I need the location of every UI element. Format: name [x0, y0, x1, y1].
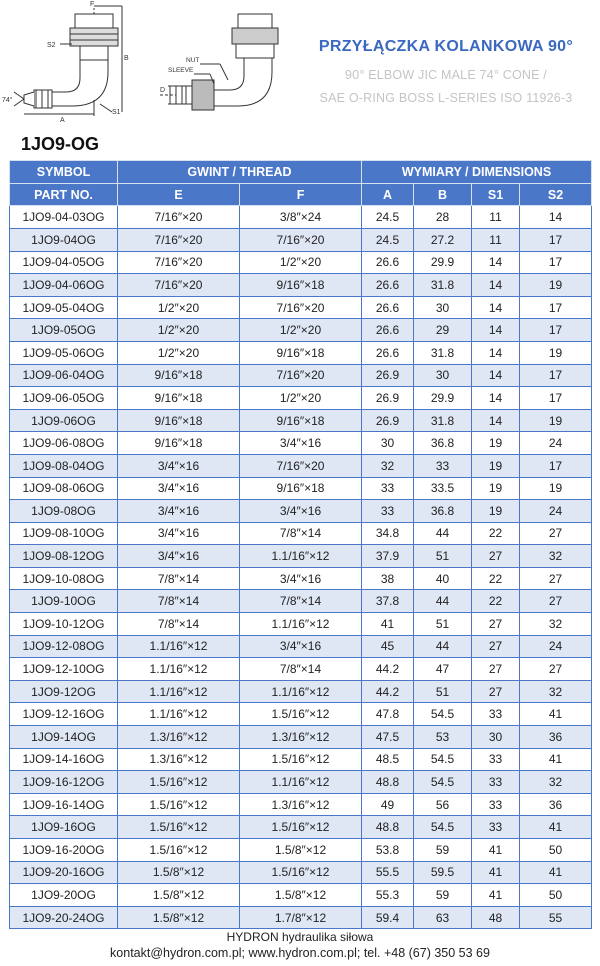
cell-thread-e: 9/16″×18 [118, 409, 240, 432]
cell-thread-f: 9/16″×18 [240, 477, 362, 500]
cell-thread-f: 7/8″×14 [240, 522, 362, 545]
cell-thread-f: 1.1/16″×12 [240, 545, 362, 568]
table-body [10, 206, 592, 929]
table-row [10, 816, 592, 839]
cell-part-no: 1JO9-16OG [10, 816, 118, 839]
table-row [10, 658, 592, 681]
cell-dim-b: 59 [414, 884, 472, 907]
cell-part-no: 1JO9-16-12OG [10, 771, 118, 794]
cell-thread-e: 1.1/16″×12 [118, 703, 240, 726]
cell-dim-a: 26.9 [362, 387, 414, 410]
cell-dim-b: 54.5 [414, 816, 472, 839]
cell-dim-s2: 27 [520, 590, 592, 613]
cell-part-no: 1JO9-06-04OG [10, 364, 118, 387]
elbow-drawing-right [160, 14, 278, 110]
cell-part-no: 1JO9-08-12OG [10, 545, 118, 568]
cell-dim-s1: 19 [472, 432, 520, 455]
cell-dim-s1: 33 [472, 816, 520, 839]
table-header-row-1 [10, 161, 592, 184]
elbow-drawing-left [14, 6, 122, 116]
cell-thread-e: 9/16″×18 [118, 364, 240, 387]
cell-thread-f: 1.5/16″×12 [240, 748, 362, 771]
cell-thread-f: 3/8″×24 [240, 206, 362, 229]
table-row [10, 793, 592, 816]
cell-part-no: 1JO9-06-08OG [10, 432, 118, 455]
header-s1: S1 [472, 183, 520, 206]
table-row [10, 341, 592, 364]
header-s2: S2 [520, 183, 592, 206]
cell-dim-s1: 41 [472, 861, 520, 884]
header [300, 38, 592, 105]
cell-dim-b: 59.5 [414, 861, 472, 884]
cell-dim-s2: 17 [520, 296, 592, 319]
cell-dim-s2: 36 [520, 726, 592, 749]
cell-dim-b: 51 [414, 680, 472, 703]
cell-part-no: 1JO9-12-16OG [10, 703, 118, 726]
subtitle-line-1: 90° ELBOW JIC MALE 74° CONE / [345, 68, 547, 82]
cell-part-no: 1JO9-16-14OG [10, 793, 118, 816]
cell-dim-s2: 19 [520, 409, 592, 432]
table-row [10, 839, 592, 862]
cell-thread-f: 1.5/8″×12 [240, 884, 362, 907]
cell-dim-a: 34.8 [362, 522, 414, 545]
cell-dim-s2: 17 [520, 387, 592, 410]
cell-dim-a: 38 [362, 567, 414, 590]
cell-dim-s2: 27 [520, 567, 592, 590]
cell-thread-f: 9/16″×18 [240, 341, 362, 364]
cell-dim-s1: 14 [472, 409, 520, 432]
cell-dim-s1: 27 [472, 658, 520, 681]
table-row [10, 590, 592, 613]
cell-thread-e: 1.5/8″×12 [118, 884, 240, 907]
cell-thread-f: 7/8″×14 [240, 590, 362, 613]
label-nut: NUT [186, 57, 200, 64]
cell-dim-s2: 32 [520, 545, 592, 568]
cell-dim-b: 40 [414, 567, 472, 590]
cell-dim-a: 32 [362, 454, 414, 477]
cell-part-no: 1JO9-08-10OG [10, 522, 118, 545]
cell-part-no: 1JO9-06OG [10, 409, 118, 432]
cell-dim-s1: 30 [472, 726, 520, 749]
cell-dim-s2: 17 [520, 251, 592, 274]
fitting-drawings [0, 0, 300, 130]
cell-dim-b: 53 [414, 726, 472, 749]
cell-dim-s2: 41 [520, 703, 592, 726]
cell-thread-e: 3/4″×16 [118, 545, 240, 568]
table-row [10, 477, 592, 500]
cell-dim-b: 29.9 [414, 251, 472, 274]
cell-dim-b: 30 [414, 364, 472, 387]
cell-dim-a: 26.6 [362, 296, 414, 319]
cell-dim-s1: 41 [472, 839, 520, 862]
cell-thread-f: 9/16″×18 [240, 274, 362, 297]
cell-dim-s1: 19 [472, 454, 520, 477]
cell-thread-e: 1.3/16″×12 [118, 726, 240, 749]
header-thread: GWINT / THREAD [118, 161, 362, 184]
cell-thread-e: 3/4″×16 [118, 500, 240, 523]
cell-dim-s2: 17 [520, 364, 592, 387]
cell-part-no: 1JO9-04-05OG [10, 251, 118, 274]
cell-thread-f: 1.5/16″×12 [240, 816, 362, 839]
cell-thread-e: 3/4″×16 [118, 522, 240, 545]
cell-dim-a: 26.6 [362, 251, 414, 274]
cell-dim-s1: 11 [472, 206, 520, 229]
cell-part-no: 1JO9-05OG [10, 319, 118, 342]
cell-dim-s2: 19 [520, 341, 592, 364]
cell-dim-a: 30 [362, 432, 414, 455]
table-row [10, 567, 592, 590]
cell-dim-b: 31.8 [414, 409, 472, 432]
cell-part-no: 1JO9-16-20OG [10, 839, 118, 862]
cell-thread-e: 1.5/16″×12 [118, 793, 240, 816]
cell-dim-b: 36.8 [414, 432, 472, 455]
cell-dim-a: 48.8 [362, 816, 414, 839]
cell-dim-s1: 33 [472, 748, 520, 771]
cell-dim-b: 63 [414, 906, 472, 929]
cell-dim-a: 47.8 [362, 703, 414, 726]
cell-dim-s1: 14 [472, 341, 520, 364]
cell-thread-e: 1.1/16″×12 [118, 680, 240, 703]
cell-thread-f: 1.1/16″×12 [240, 613, 362, 636]
cell-thread-f: 7/16″×20 [240, 296, 362, 319]
cell-dim-s1: 14 [472, 251, 520, 274]
cell-dim-b: 27.2 [414, 228, 472, 251]
cell-dim-a: 26.6 [362, 341, 414, 364]
cell-dim-b: 29.9 [414, 387, 472, 410]
table-row [10, 861, 592, 884]
table-row [10, 906, 592, 929]
cell-part-no: 1JO9-20-24OG [10, 906, 118, 929]
cell-thread-e: 1/2″×20 [118, 296, 240, 319]
cell-thread-f: 3/4″×16 [240, 500, 362, 523]
cell-dim-s1: 33 [472, 771, 520, 794]
label-s2: S2 [47, 42, 56, 49]
cell-thread-e: 7/8″×14 [118, 590, 240, 613]
table-row [10, 680, 592, 703]
cell-dim-a: 41 [362, 613, 414, 636]
cell-thread-e: 7/16″×20 [118, 274, 240, 297]
cell-thread-e: 7/16″×20 [118, 251, 240, 274]
cell-dim-a: 33 [362, 477, 414, 500]
table-row [10, 364, 592, 387]
cell-dim-a: 26.6 [362, 274, 414, 297]
cell-part-no: 1JO9-05-06OG [10, 341, 118, 364]
cell-thread-f: 1.1/16″×12 [240, 771, 362, 794]
cell-dim-b: 36.8 [414, 500, 472, 523]
cell-part-no: 1JO9-10OG [10, 590, 118, 613]
cell-thread-e: 1.1/16″×12 [118, 635, 240, 658]
cell-part-no: 1JO9-12-08OG [10, 635, 118, 658]
cell-dim-s1: 14 [472, 274, 520, 297]
subtitle-line-2: SAE O-RING BOSS L-SERIES ISO 11926-3 [319, 91, 573, 105]
header-part-no: PART NO. [10, 183, 118, 206]
cell-thread-e: 1.5/16″×12 [118, 839, 240, 862]
cell-part-no: 1JO9-14-16OG [10, 748, 118, 771]
cell-dim-b: 54.5 [414, 771, 472, 794]
cell-dim-s2: 19 [520, 274, 592, 297]
cell-dim-a: 55.3 [362, 884, 414, 907]
table-row [10, 319, 592, 342]
table-row [10, 500, 592, 523]
cell-thread-e: 1/2″×20 [118, 319, 240, 342]
cell-thread-f: 7/16″×20 [240, 454, 362, 477]
cell-dim-b: 47 [414, 658, 472, 681]
cell-thread-e: 7/8″×14 [118, 613, 240, 636]
cell-part-no: 1JO9-04-03OG [10, 206, 118, 229]
cell-dim-s2: 24 [520, 500, 592, 523]
header-e: E [118, 183, 240, 206]
cell-dim-s2: 19 [520, 477, 592, 500]
table-row [10, 545, 592, 568]
cell-thread-f: 1.5/8″×12 [240, 839, 362, 862]
cell-thread-e: 1.5/16″×12 [118, 771, 240, 794]
cell-part-no: 1JO9-08-06OG [10, 477, 118, 500]
cell-thread-f: 1.5/16″×12 [240, 861, 362, 884]
cell-dim-s2: 24 [520, 432, 592, 455]
cell-dim-s1: 22 [472, 590, 520, 613]
cell-dim-s1: 11 [472, 228, 520, 251]
cell-dim-s2: 24 [520, 635, 592, 658]
cell-dim-b: 56 [414, 793, 472, 816]
cell-part-no: 1JO9-04OG [10, 228, 118, 251]
header-symbol: SYMBOL [10, 161, 118, 184]
cell-dim-b: 44 [414, 522, 472, 545]
cell-thread-e: 1.1/16″×12 [118, 658, 240, 681]
cell-dim-a: 24.5 [362, 228, 414, 251]
cell-dim-b: 51 [414, 613, 472, 636]
cell-part-no: 1JO9-12-10OG [10, 658, 118, 681]
cell-dim-s1: 27 [472, 680, 520, 703]
table-row [10, 748, 592, 771]
table-row [10, 409, 592, 432]
cell-thread-e: 9/16″×18 [118, 387, 240, 410]
cell-dim-s1: 14 [472, 319, 520, 342]
label-d: D [160, 87, 166, 94]
cell-dim-a: 49 [362, 793, 414, 816]
cell-dim-s1: 27 [472, 635, 520, 658]
cell-dim-s1: 14 [472, 296, 520, 319]
cell-dim-s2: 17 [520, 319, 592, 342]
cell-thread-f: 1/2″×20 [240, 319, 362, 342]
cell-dim-s2: 32 [520, 613, 592, 636]
cell-dim-a: 48.8 [362, 771, 414, 794]
footer-contact: kontakt@hydron.com.pl; www.hydron.com.pl; tel. +48 (67) 350 53 69 [110, 946, 490, 960]
cell-thread-f: 1.3/16″×12 [240, 793, 362, 816]
cell-part-no: 1JO9-08OG [10, 500, 118, 523]
cell-dim-a: 26.9 [362, 364, 414, 387]
cell-dim-s2: 17 [520, 454, 592, 477]
cell-dim-a: 59.4 [362, 906, 414, 929]
cell-dim-a: 26.6 [362, 319, 414, 342]
table-row [10, 884, 592, 907]
table-row [10, 432, 592, 455]
cell-thread-e: 1.5/16″×12 [118, 816, 240, 839]
cell-dim-s1: 48 [472, 906, 520, 929]
cell-dim-b: 59 [414, 839, 472, 862]
cell-thread-f: 3/4″×16 [240, 567, 362, 590]
cell-dim-s2: 17 [520, 228, 592, 251]
table-row [10, 387, 592, 410]
cell-dim-a: 44.2 [362, 658, 414, 681]
cell-dim-s1: 19 [472, 500, 520, 523]
cell-dim-a: 37.9 [362, 545, 414, 568]
table-row [10, 635, 592, 658]
cell-dim-s2: 41 [520, 816, 592, 839]
label-sleeve: SLEEVE [168, 67, 194, 74]
cell-dim-a: 48.5 [362, 748, 414, 771]
cell-thread-f: 3/4″×16 [240, 432, 362, 455]
cell-dim-a: 37.8 [362, 590, 414, 613]
cell-dim-a: 45 [362, 635, 414, 658]
cell-dim-s1: 27 [472, 613, 520, 636]
cell-dim-s2: 41 [520, 861, 592, 884]
cell-dim-b: 44 [414, 635, 472, 658]
cell-part-no: 1JO9-20-16OG [10, 861, 118, 884]
cell-dim-s2: 55 [520, 906, 592, 929]
cell-dim-s2: 32 [520, 680, 592, 703]
cell-dim-s2: 50 [520, 839, 592, 862]
label-b: B [124, 55, 129, 62]
cell-part-no: 1JO9-10-12OG [10, 613, 118, 636]
table-row [10, 726, 592, 749]
label-angle: 74° [2, 97, 13, 104]
cell-part-no: 1JO9-06-05OG [10, 387, 118, 410]
cell-thread-f: 7/16″×20 [240, 228, 362, 251]
cell-dim-s1: 33 [472, 793, 520, 816]
table-row [10, 228, 592, 251]
cell-part-no: 1JO9-04-06OG [10, 274, 118, 297]
cell-dim-s1: 27 [472, 545, 520, 568]
cell-part-no: 1JO9-12OG [10, 680, 118, 703]
cell-dim-s1: 14 [472, 364, 520, 387]
cell-thread-f: 1.5/16″×12 [240, 703, 362, 726]
cell-dim-b: 54.5 [414, 748, 472, 771]
cell-thread-e: 3/4″×16 [118, 454, 240, 477]
cell-thread-e: 1/2″×20 [118, 341, 240, 364]
dimensions-table [9, 160, 592, 929]
footer-company: HYDRON hydraulika siłowa [226, 930, 374, 944]
label-f: F [90, 1, 95, 8]
cell-dim-b: 30 [414, 296, 472, 319]
cell-dim-a: 33 [362, 500, 414, 523]
table-row [10, 771, 592, 794]
cell-dim-a: 44.2 [362, 680, 414, 703]
label-s1: S1 [112, 109, 121, 116]
cell-thread-e: 1.5/8″×12 [118, 861, 240, 884]
cell-part-no: 1JO9-20OG [10, 884, 118, 907]
cell-dim-b: 44 [414, 590, 472, 613]
cell-dim-s1: 22 [472, 567, 520, 590]
label-a: A [60, 117, 65, 124]
cell-dim-b: 54.5 [414, 703, 472, 726]
cell-dim-s1: 22 [472, 522, 520, 545]
cell-thread-f: 3/4″×16 [240, 635, 362, 658]
cell-dim-a: 24.5 [362, 206, 414, 229]
table-row [10, 522, 592, 545]
cell-thread-e: 9/16″×18 [118, 432, 240, 455]
cell-thread-f: 1.1/16″×12 [240, 680, 362, 703]
table-row [10, 206, 592, 229]
header-dimensions: WYMIARY / DIMENSIONS [362, 161, 592, 184]
cell-thread-e: 3/4″×16 [118, 477, 240, 500]
cell-dim-s1: 19 [472, 477, 520, 500]
table-header-row-2 [10, 183, 592, 206]
cell-dim-s2: 14 [520, 206, 592, 229]
cell-dim-a: 47.5 [362, 726, 414, 749]
cell-dim-b: 29 [414, 319, 472, 342]
cell-dim-b: 51 [414, 545, 472, 568]
cell-dim-s1: 41 [472, 884, 520, 907]
table-row [10, 296, 592, 319]
page-title: PRZYŁĄCZKA KOLANKOWA 90° [318, 38, 574, 55]
header-f: F [240, 183, 362, 206]
cell-dim-s2: 27 [520, 522, 592, 545]
product-code: 1JO9-OG [21, 134, 100, 154]
cell-dim-b: 33.5 [414, 477, 472, 500]
cell-thread-f: 7/16″×20 [240, 364, 362, 387]
cell-dim-s2: 32 [520, 771, 592, 794]
table-row [10, 454, 592, 477]
header-b: B [414, 183, 472, 206]
cell-dim-s2: 27 [520, 658, 592, 681]
cell-thread-f: 1/2″×20 [240, 387, 362, 410]
cell-thread-f: 1.7/8″×12 [240, 906, 362, 929]
cell-thread-e: 1.5/8″×12 [118, 906, 240, 929]
cell-part-no: 1JO9-08-04OG [10, 454, 118, 477]
cell-thread-f: 1/2″×20 [240, 251, 362, 274]
cell-part-no: 1JO9-10-08OG [10, 567, 118, 590]
cell-thread-e: 7/16″×20 [118, 206, 240, 229]
cell-part-no: 1JO9-14OG [10, 726, 118, 749]
cell-dim-s2: 36 [520, 793, 592, 816]
cell-dim-s1: 14 [472, 387, 520, 410]
cell-thread-e: 1.3/16″×12 [118, 748, 240, 771]
cell-thread-f: 1.3/16″×12 [240, 726, 362, 749]
table-row [10, 274, 592, 297]
table-row [10, 613, 592, 636]
cell-dim-a: 53.8 [362, 839, 414, 862]
cell-dim-a: 26.9 [362, 409, 414, 432]
table-row [10, 251, 592, 274]
cell-dim-b: 33 [414, 454, 472, 477]
header-a: A [362, 183, 414, 206]
cell-dim-b: 31.8 [414, 274, 472, 297]
cell-dim-b: 28 [414, 206, 472, 229]
cell-dim-s1: 33 [472, 703, 520, 726]
cell-dim-s2: 41 [520, 748, 592, 771]
cell-dim-b: 31.8 [414, 341, 472, 364]
cell-thread-f: 7/8″×14 [240, 658, 362, 681]
cell-thread-e: 7/8″×14 [118, 567, 240, 590]
cell-thread-f: 9/16″×18 [240, 409, 362, 432]
cell-part-no: 1JO9-05-04OG [10, 296, 118, 319]
cell-thread-e: 7/16″×20 [118, 228, 240, 251]
cell-dim-s2: 50 [520, 884, 592, 907]
cell-dim-a: 55.5 [362, 861, 414, 884]
table-row [10, 703, 592, 726]
